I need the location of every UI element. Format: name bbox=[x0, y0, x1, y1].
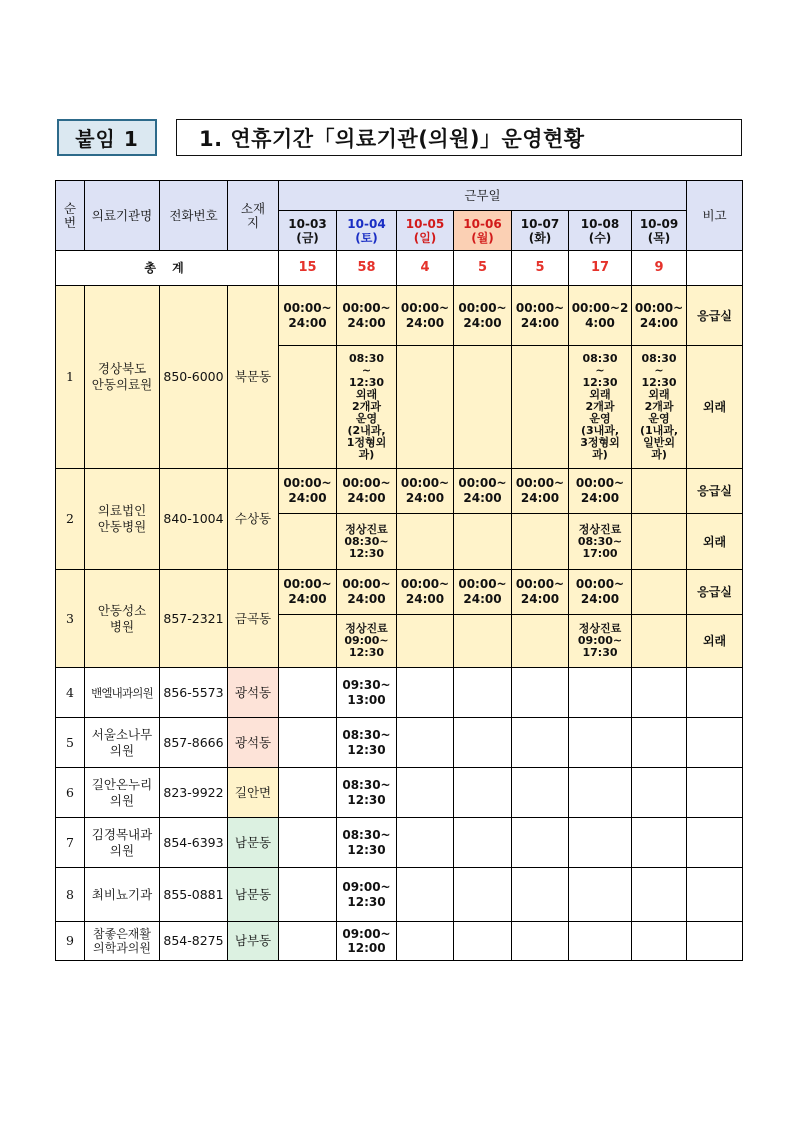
clinic-hours: 08:30~ 12:30 bbox=[337, 718, 397, 768]
empty-cell bbox=[687, 668, 743, 718]
date-col-2: 10-04 (토) bbox=[337, 211, 397, 251]
facility-name: 안동성소 병원 bbox=[85, 570, 160, 668]
empty-cell bbox=[687, 868, 743, 922]
outpatient-hours bbox=[512, 346, 569, 469]
empty-cell bbox=[454, 922, 512, 961]
remark-outpatient: 외래 bbox=[687, 615, 743, 668]
outpatient-hours bbox=[279, 615, 337, 668]
date-col-3: 10-05 (일) bbox=[397, 211, 454, 251]
outpatient-hours bbox=[397, 615, 454, 668]
er-hours: 00:00~ 24:00 bbox=[279, 469, 337, 514]
facility-location: 북문동 bbox=[228, 286, 279, 469]
clinic-hours: 08:30~ 12:30 bbox=[337, 768, 397, 818]
attachment-badge: 붙임 1 bbox=[57, 119, 157, 156]
date-col-7: 10-09 (목) bbox=[632, 211, 687, 251]
er-hours: 00:00~ 24:00 bbox=[279, 570, 337, 615]
date-col-6: 10-08 (수) bbox=[569, 211, 632, 251]
outpatient-hours: 정상진료 09:00~ 17:30 bbox=[569, 615, 632, 668]
facility-location: 금곡동 bbox=[228, 570, 279, 668]
date-col-1: 10-03 (금) bbox=[279, 211, 337, 251]
header-phone: 전화번호 bbox=[160, 181, 228, 251]
outpatient-hours bbox=[279, 514, 337, 570]
totals-label: 총 계 bbox=[56, 251, 279, 286]
empty-cell bbox=[512, 668, 569, 718]
row-number: 2 bbox=[56, 469, 85, 570]
er-hours: 00:00~ 24:00 bbox=[454, 570, 512, 615]
clinic-hours: 09:00~ 12:30 bbox=[337, 868, 397, 922]
outpatient-hours bbox=[397, 514, 454, 570]
outpatient-hours bbox=[632, 615, 687, 668]
empty-cell bbox=[687, 818, 743, 868]
date-col-4: 10-06 (월) bbox=[454, 211, 512, 251]
facility-name: 최비뇨기과 bbox=[85, 868, 160, 922]
facility-name: 참좋은재활 의학과의원 bbox=[85, 922, 160, 961]
empty-cell bbox=[512, 868, 569, 922]
facility-location: 남문동 bbox=[228, 818, 279, 868]
er-hours: 00:00~ 24:00 bbox=[454, 469, 512, 514]
er-hours: 00:00~ 24:00 bbox=[632, 286, 687, 346]
facility-phone: 823-9922 bbox=[160, 768, 228, 818]
empty-cell bbox=[397, 922, 454, 961]
facility-location: 남부동 bbox=[228, 922, 279, 961]
er-hours: 00:00~ 24:00 bbox=[337, 286, 397, 346]
er-hours: 00:00~ 24:00 bbox=[397, 570, 454, 615]
er-hours bbox=[632, 570, 687, 615]
empty-cell bbox=[687, 768, 743, 818]
row-number: 5 bbox=[56, 718, 85, 768]
outpatient-hours: 08:30 ~ 12:30 외래 2개과 운영 (2내과, 1정형외 과) bbox=[337, 346, 397, 469]
facility-phone: 850-6000 bbox=[160, 286, 228, 469]
empty-cell bbox=[632, 668, 687, 718]
date-col-5: 10-07 (화) bbox=[512, 211, 569, 251]
facility-phone: 840-1004 bbox=[160, 469, 228, 570]
header-name: 의료기관명 bbox=[85, 181, 160, 251]
row-number: 6 bbox=[56, 768, 85, 818]
facility-location: 광석동 bbox=[228, 668, 279, 718]
empty-cell bbox=[397, 768, 454, 818]
empty-cell bbox=[632, 818, 687, 868]
outpatient-hours bbox=[512, 615, 569, 668]
er-hours: 00:00~ 24:00 bbox=[512, 570, 569, 615]
empty-cell bbox=[512, 818, 569, 868]
empty-cell bbox=[632, 868, 687, 922]
total-value: 15 bbox=[279, 251, 337, 286]
outpatient-hours bbox=[454, 346, 512, 469]
empty-cell bbox=[569, 668, 632, 718]
facility-location: 광석동 bbox=[228, 718, 279, 768]
er-hours: 00:00~ 24:00 bbox=[337, 570, 397, 615]
hospital-schedule-table bbox=[55, 180, 743, 961]
empty-cell bbox=[454, 668, 512, 718]
empty-cell bbox=[569, 718, 632, 768]
row-number: 3 bbox=[56, 570, 85, 668]
empty-cell bbox=[454, 718, 512, 768]
header-workdays: 근무일 bbox=[279, 181, 687, 211]
remark-er: 응급실 bbox=[687, 286, 743, 346]
row-number: 1 bbox=[56, 286, 85, 469]
empty-cell bbox=[632, 922, 687, 961]
er-hours: 00:00~ 24:00 bbox=[512, 286, 569, 346]
clinic-hours: 09:00~ 12:00 bbox=[337, 922, 397, 961]
totals-remark bbox=[687, 251, 743, 286]
row-number: 4 bbox=[56, 668, 85, 718]
total-value: 5 bbox=[512, 251, 569, 286]
er-hours: 00:00~ 24:00 bbox=[569, 469, 632, 514]
er-hours: 00:00~2 4:00 bbox=[569, 286, 632, 346]
empty-cell bbox=[279, 668, 337, 718]
facility-phone: 856-5573 bbox=[160, 668, 228, 718]
facility-phone: 854-6393 bbox=[160, 818, 228, 868]
empty-cell bbox=[454, 868, 512, 922]
empty-cell bbox=[687, 922, 743, 961]
remark-outpatient: 외래 bbox=[687, 346, 743, 469]
outpatient-hours: 08:30 ~ 12:30 외래 2개과 운영 (3내과, 3정형외 과) bbox=[569, 346, 632, 469]
row-number: 7 bbox=[56, 818, 85, 868]
clinic-hours: 08:30~ 12:30 bbox=[337, 818, 397, 868]
er-hours: 00:00~ 24:00 bbox=[337, 469, 397, 514]
outpatient-hours bbox=[279, 346, 337, 469]
outpatient-hours: 08:30 ~ 12:30 외래 2개과 운영 (1내과, 일반외 과) bbox=[632, 346, 687, 469]
facility-name: 밴엘내과의원 bbox=[85, 668, 160, 718]
er-hours: 00:00~ 24:00 bbox=[397, 286, 454, 346]
outpatient-hours bbox=[512, 514, 569, 570]
total-value: 58 bbox=[337, 251, 397, 286]
empty-cell bbox=[632, 768, 687, 818]
empty-cell bbox=[279, 818, 337, 868]
empty-cell bbox=[569, 818, 632, 868]
row-number: 9 bbox=[56, 922, 85, 961]
empty-cell bbox=[512, 922, 569, 961]
empty-cell bbox=[687, 718, 743, 768]
empty-cell bbox=[454, 768, 512, 818]
remark-er: 응급실 bbox=[687, 570, 743, 615]
er-hours: 00:00~ 24:00 bbox=[569, 570, 632, 615]
facility-phone: 855-0881 bbox=[160, 868, 228, 922]
empty-cell bbox=[632, 718, 687, 768]
remark-outpatient: 외래 bbox=[687, 514, 743, 570]
empty-cell bbox=[279, 768, 337, 818]
remark-er: 응급실 bbox=[687, 469, 743, 514]
clinic-hours: 09:30~ 13:00 bbox=[337, 668, 397, 718]
empty-cell bbox=[569, 922, 632, 961]
er-hours: 00:00~ 24:00 bbox=[512, 469, 569, 514]
empty-cell bbox=[397, 818, 454, 868]
header-no: 순 번 bbox=[56, 181, 85, 251]
empty-cell bbox=[397, 868, 454, 922]
row-number: 8 bbox=[56, 868, 85, 922]
er-hours: 00:00~ 24:00 bbox=[454, 286, 512, 346]
total-value: 17 bbox=[569, 251, 632, 286]
empty-cell bbox=[397, 718, 454, 768]
facility-name: 김경목내과 의원 bbox=[85, 818, 160, 868]
empty-cell bbox=[279, 718, 337, 768]
facility-name: 경상북도 안동의료원 bbox=[85, 286, 160, 469]
empty-cell bbox=[454, 818, 512, 868]
outpatient-hours bbox=[632, 514, 687, 570]
outpatient-hours: 정상진료 08:30~ 12:30 bbox=[337, 514, 397, 570]
er-hours: 00:00~ 24:00 bbox=[279, 286, 337, 346]
facility-phone: 857-8666 bbox=[160, 718, 228, 768]
facility-phone: 857-2321 bbox=[160, 570, 228, 668]
facility-location: 길안면 bbox=[228, 768, 279, 818]
empty-cell bbox=[569, 768, 632, 818]
facility-location: 남문동 bbox=[228, 868, 279, 922]
empty-cell bbox=[512, 768, 569, 818]
outpatient-hours bbox=[397, 346, 454, 469]
outpatient-hours bbox=[454, 514, 512, 570]
facility-location: 수상동 bbox=[228, 469, 279, 570]
empty-cell bbox=[569, 868, 632, 922]
er-hours bbox=[632, 469, 687, 514]
facility-phone: 854-8275 bbox=[160, 922, 228, 961]
empty-cell bbox=[279, 868, 337, 922]
empty-cell bbox=[279, 922, 337, 961]
facility-name: 서울소나무 의원 bbox=[85, 718, 160, 768]
facility-name: 의료법인 안동병원 bbox=[85, 469, 160, 570]
outpatient-hours: 정상진료 08:30~ 17:00 bbox=[569, 514, 632, 570]
facility-name: 길안온누리 의원 bbox=[85, 768, 160, 818]
empty-cell bbox=[512, 718, 569, 768]
total-value: 5 bbox=[454, 251, 512, 286]
total-value: 9 bbox=[632, 251, 687, 286]
total-value: 4 bbox=[397, 251, 454, 286]
er-hours: 00:00~ 24:00 bbox=[397, 469, 454, 514]
outpatient-hours bbox=[454, 615, 512, 668]
header-remark: 비고 bbox=[687, 181, 743, 251]
outpatient-hours: 정상진료 09:00~ 12:30 bbox=[337, 615, 397, 668]
page-title: 1. 연휴기간「의료기관(의원)」운영현황 bbox=[176, 119, 742, 156]
header-location: 소재 지 bbox=[228, 181, 279, 251]
empty-cell bbox=[397, 668, 454, 718]
